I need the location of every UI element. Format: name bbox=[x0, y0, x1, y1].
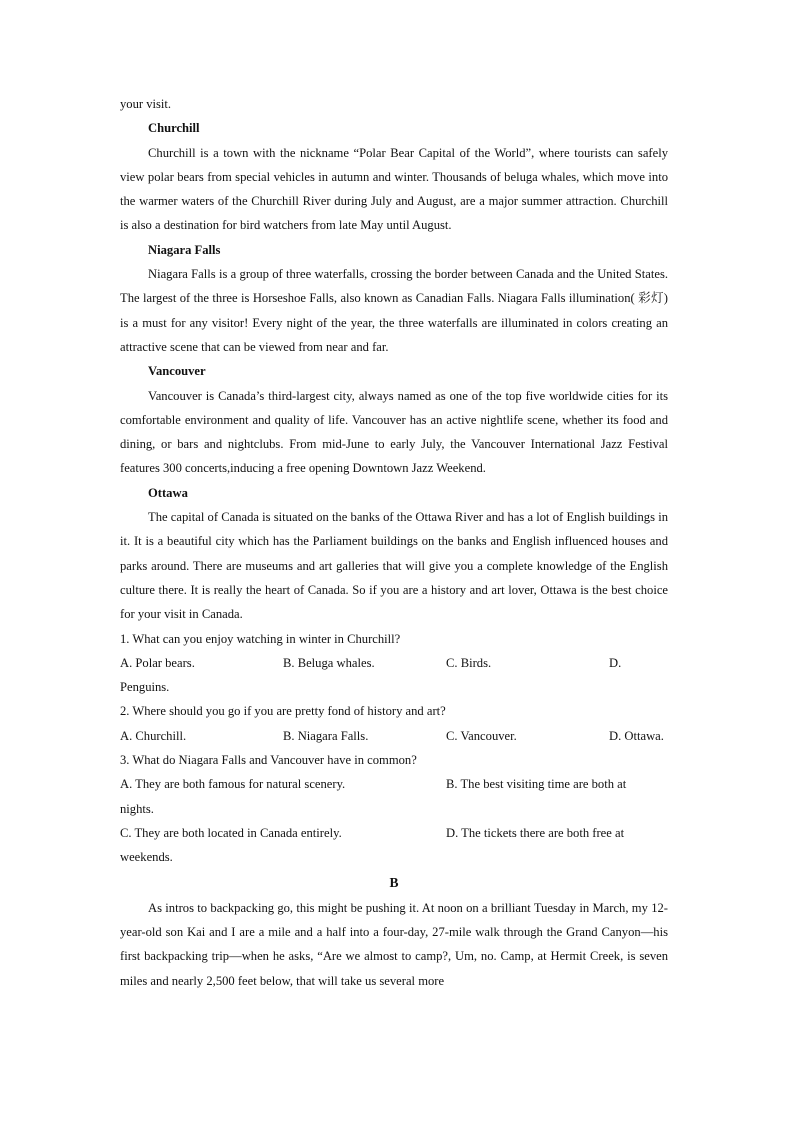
option-b[interactable]: B. Beluga whales. bbox=[283, 655, 375, 670]
option-d-continued: weekends. bbox=[120, 850, 173, 865]
option-a[interactable]: A. Polar bears. bbox=[120, 655, 195, 670]
question-1 bbox=[120, 627, 668, 700]
question-options-row-1 bbox=[120, 772, 668, 796]
question-options bbox=[120, 724, 668, 748]
section-body-niagara-falls: Niagara Falls is a group of three waterfalls, crossing the border between Canada and the United States. The largest of the three is Horseshoe Falls, also known as Canadian Falls. Niagara Falls illumination( 彩灯) is a must for any visitor! Every night of the year, the three waterfalls are illuminated in colors creating an attractive scene that can be viewed from near and far. bbox=[120, 267, 668, 354]
question-stem: 3. What do Niagara Falls and Vancouver have in common? bbox=[120, 753, 417, 768]
section-title-ottawa: Ottawa bbox=[148, 485, 188, 500]
option-d[interactable]: D. bbox=[609, 655, 622, 670]
section-b-body: As intros to backpacking go, this might be pushing it. At noon on a brilliant Tuesday in March, my 12-year-old son Kai and I are a mile and a half into a four-day, 27-mile walk through the Grand Canyon—his first backpacking trip—when he asks, “Are we almost to camp?, Um, no. Camp, at Hermit Creek, is seven miles and nearly 2,500 feet below, that will take us several more bbox=[120, 900, 668, 988]
section-body-ottawa: The capital of Canada is situated on the banks of the Ottawa River and has a lot of English buildings in it. It is a beautiful city which has the Parliament buildings on the banks and English influenced houses and parks around. There are museums and art galleries that will give you a complete knowledge of the English culture there. It is really the heart of Canada. So if you are a history and art lover, Ottawa is the best choice for your visit in Canada. bbox=[120, 510, 668, 622]
section-title-niagara-falls: Niagara Falls bbox=[148, 242, 221, 257]
question-stem: 2. Where should you go if you are pretty fond of history and art? bbox=[120, 704, 446, 719]
intro-tail: your visit. bbox=[120, 97, 172, 111]
question-2 bbox=[120, 699, 668, 748]
question-stem: 1. What can you enjoy watching in winter in Churchill? bbox=[120, 631, 401, 646]
option-b[interactable]: B. The best visiting time are both at bbox=[446, 777, 627, 792]
option-d[interactable]: D. The tickets there are both free at bbox=[446, 825, 625, 840]
option-c[interactable]: C. Vancouver. bbox=[446, 728, 517, 743]
section-b-label: B bbox=[389, 874, 399, 890]
section-title-churchill: Churchill bbox=[148, 121, 200, 136]
option-a[interactable]: A. They are both famous for natural scenery. bbox=[120, 777, 346, 792]
question-3 bbox=[120, 748, 668, 869]
section-title-vancouver: Vancouver bbox=[148, 364, 206, 379]
option-c[interactable]: C. Birds. bbox=[446, 655, 492, 670]
question-options-row-2 bbox=[120, 821, 668, 845]
option-c[interactable]: C. They are both located in Canada entirely. bbox=[120, 825, 342, 840]
section-body-churchill: Churchill is a town with the nickname “Polar Bear Capital of the World”, where tourists can safely view polar bears from special vehicles in autumn and winter. Thousands of beluga whales, which move into the warmer waters of the Churchill River during July and August, are a major summer attraction. Churchill is also a destination for bird watchers from late May until August. bbox=[120, 145, 668, 233]
document-page bbox=[120, 92, 668, 993]
option-b[interactable]: B. Niagara Falls. bbox=[283, 728, 369, 743]
section-body-vancouver: Vancouver is Canada’s third-largest city, always named as one of the top five worldwide cities for its comfortable environment and quality of life. Vancouver has an active nightlife scene, whether its food and dining, or bars and nightclubs. From mid-June to early July, the Vancouver International Jazz Festival features 300 concerts,inducing a free opening Downtown Jazz Weekend. bbox=[120, 388, 668, 476]
option-a[interactable]: A. Churchill. bbox=[120, 728, 187, 743]
option-b-continued: nights. bbox=[120, 801, 154, 816]
option-d[interactable]: D. Ottawa. bbox=[609, 728, 664, 743]
question-options bbox=[120, 651, 668, 675]
option-d-continued: Penguins. bbox=[120, 680, 170, 695]
